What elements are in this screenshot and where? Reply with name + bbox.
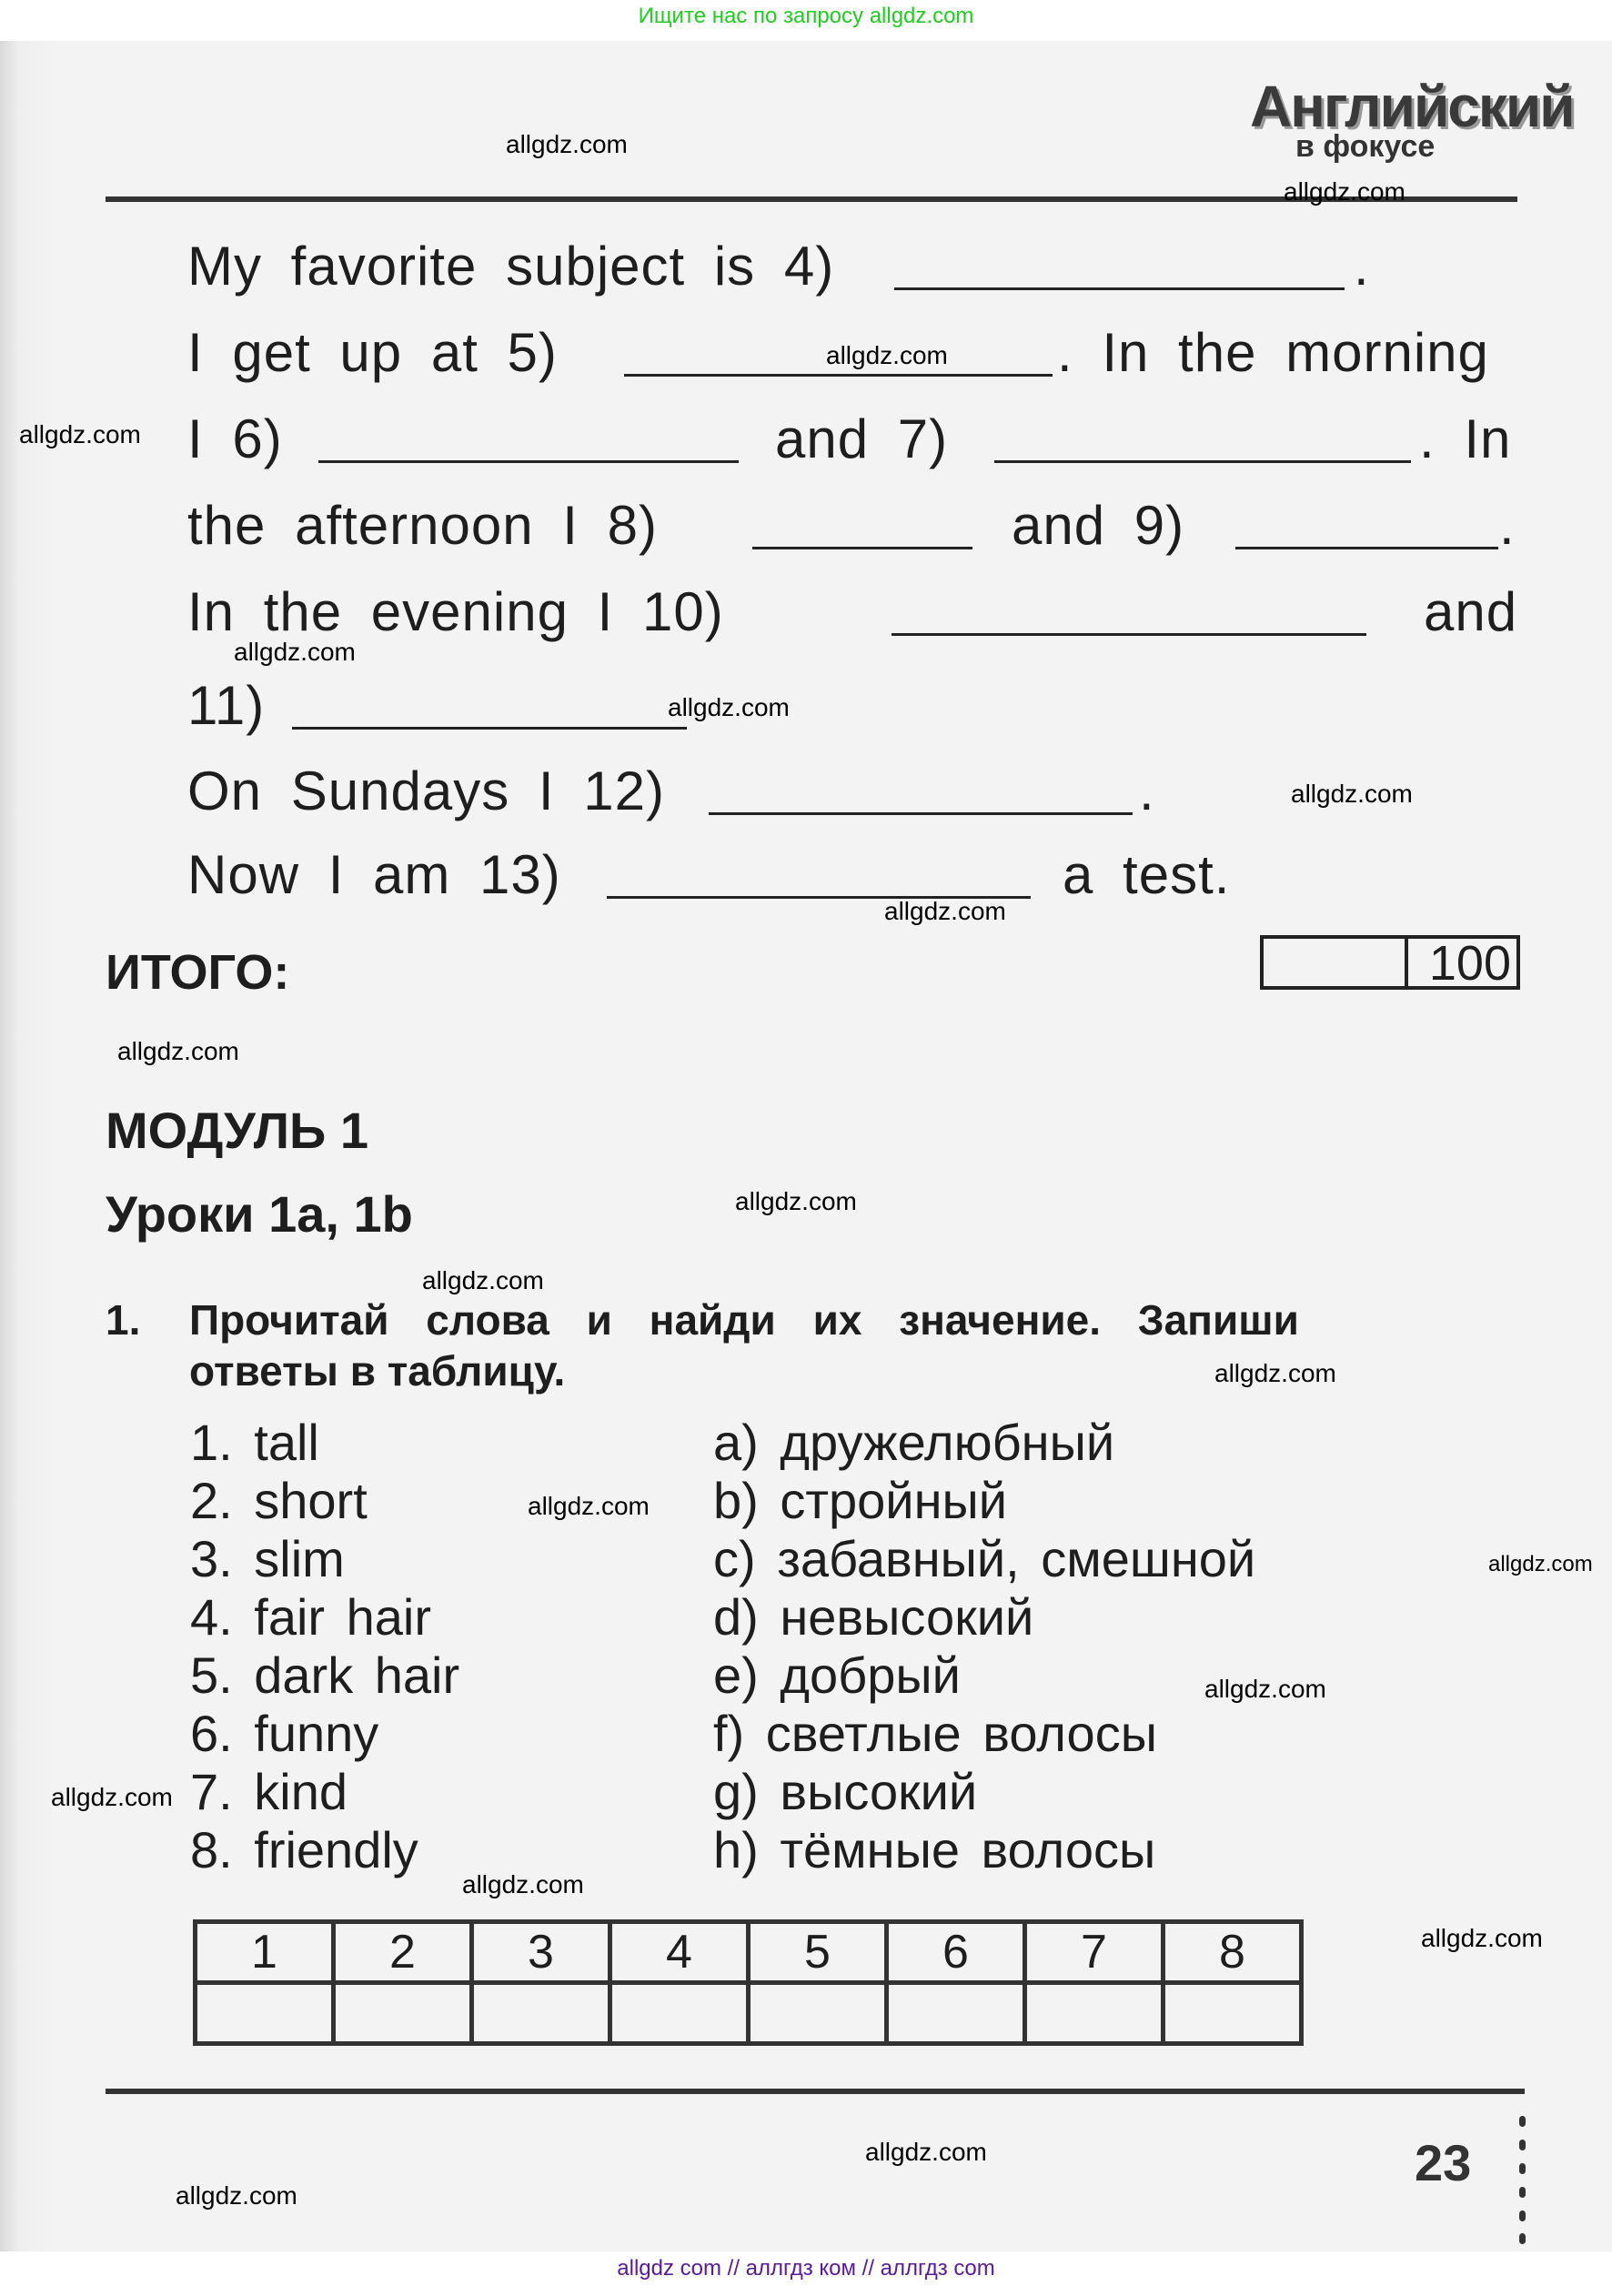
dot-decoration: [1519, 2187, 1526, 2198]
blank-4[interactable]: [894, 287, 1345, 290]
logo: [1250, 73, 1574, 165]
meaning-item: h) тёмные волосы: [713, 1821, 1156, 1878]
watermark: allgdz.com: [735, 1187, 857, 1215]
dot-decoration: [1519, 2140, 1526, 2150]
line-3-end: . In: [1419, 408, 1512, 469]
score-box: [1260, 935, 1520, 990]
task-instruction-1: Прочитай слова и найди их значение. Запиши: [189, 1296, 1299, 1344]
blank-9[interactable]: [1235, 547, 1498, 549]
word-item: 5. dark hair: [190, 1646, 460, 1704]
watermark: allgdz.com: [176, 2181, 297, 2210]
word-item: 3. slim: [190, 1530, 345, 1587]
watermark: allgdz.com: [1291, 780, 1413, 808]
blank-7[interactable]: [994, 460, 1411, 463]
score-value: 100: [1428, 936, 1511, 991]
word-item: 2. short: [190, 1472, 368, 1529]
watermark: allgdz.com: [51, 1783, 173, 1811]
meaning-item: f) светлые волосы: [713, 1705, 1157, 1762]
blank-10[interactable]: [892, 633, 1366, 636]
line-3-text: I 6): [187, 408, 283, 469]
word-item: 4. fair hair: [190, 1588, 431, 1646]
line-8-end: a test.: [1063, 844, 1231, 905]
table-header: 7: [1025, 1922, 1164, 1983]
lessons-heading: Уроки 1a, 1b: [106, 1185, 413, 1243]
watermark: allgdz.com: [1488, 1552, 1593, 1576]
task-instruction-2: ответы в таблицу.: [189, 1347, 566, 1395]
meaning-item: d) невысокий: [713, 1588, 1034, 1646]
watermark: allgdz.com: [668, 693, 790, 721]
search-banner[interactable]: Ищите нас по запросу allgdz.com: [638, 4, 974, 28]
blank-6[interactable]: [318, 460, 739, 463]
line-4-mid: and 9): [1012, 495, 1185, 556]
meaning-item: e) добрый: [713, 1646, 961, 1704]
line-2-text: I get up at 5): [187, 322, 558, 383]
watermark: allgdz.com: [1284, 177, 1405, 206]
dot-decoration: [1519, 2116, 1526, 2127]
line-6-text: 11): [187, 675, 266, 736]
logo-subtitle: в фокусе: [1295, 129, 1436, 164]
answer-cell[interactable]: [196, 1983, 334, 2044]
bottom-rule: [106, 2089, 1525, 2094]
line-2-end: . In the morning: [1057, 322, 1489, 383]
watermark: allgdz.com: [462, 1870, 584, 1898]
line-5-text: In the evening I 10): [187, 581, 724, 642]
total-label: ИТОГО:: [106, 945, 290, 1000]
dot-decoration: [1519, 2233, 1526, 2244]
answer-cell[interactable]: [1164, 1983, 1302, 2044]
line-7-end: .: [1139, 760, 1155, 821]
page-number: 23: [1415, 2134, 1472, 2191]
task-number: 1.: [106, 1296, 141, 1344]
word-list: [190, 1414, 459, 1879]
word-item: 6. funny: [190, 1705, 379, 1762]
watermark: allgdz.com: [506, 130, 628, 158]
table-header: 8: [1164, 1922, 1302, 1983]
table-header: 5: [749, 1922, 887, 1983]
table-header: 4: [610, 1922, 749, 1983]
watermark: allgdz.com: [528, 1492, 650, 1520]
blank-11[interactable]: [292, 727, 687, 730]
logo-title: Английский: [1250, 74, 1574, 139]
watermark: allgdz.com: [19, 420, 141, 448]
line-4-text: the afternoon I 8): [187, 495, 658, 556]
footer-links[interactable]: allgdz com // аллгдз ком // аллгдз com: [617, 2256, 995, 2281]
line-4-end: .: [1499, 495, 1516, 556]
meaning-list: [713, 1414, 1255, 1879]
watermark: allgdz.com: [1214, 1359, 1336, 1387]
answer-cell[interactable]: [1025, 1983, 1164, 2044]
watermark: allgdz.com: [1421, 1924, 1543, 1952]
blank-8[interactable]: [752, 547, 972, 549]
line-8-text: Now I am 13): [187, 844, 561, 905]
table-header: 6: [887, 1922, 1025, 1983]
watermark: allgdz.com: [117, 1037, 239, 1065]
table-header: 3: [472, 1922, 610, 1983]
answer-cell[interactable]: [334, 1983, 472, 2044]
answer-cell[interactable]: [610, 1983, 749, 2044]
word-item: 7. kind: [190, 1763, 348, 1820]
dot-decoration: [1519, 2163, 1526, 2174]
watermark: allgdz.com: [826, 341, 948, 369]
meaning-item: g) высокий: [713, 1763, 978, 1820]
word-item: 1. tall: [190, 1414, 319, 1471]
watermark: allgdz.com: [234, 638, 356, 666]
table-header: 1: [196, 1922, 334, 1983]
answer-cell[interactable]: [749, 1983, 887, 2044]
blank-12[interactable]: [709, 812, 1133, 815]
watermark: allgdz.com: [422, 1266, 544, 1294]
line-7-text: On Sundays I 12): [187, 760, 665, 821]
answer-cell[interactable]: [887, 1983, 1025, 2044]
meaning-item: b) стройный: [713, 1472, 1008, 1529]
meaning-item: c) забавный, смешной: [713, 1530, 1256, 1587]
meaning-item: a) дружелюбный: [713, 1414, 1115, 1471]
watermark: allgdz.com: [884, 897, 1006, 925]
answer-table: [193, 1919, 1304, 2046]
answer-cell[interactable]: [472, 1983, 610, 2044]
word-item: 8. friendly: [190, 1821, 418, 1878]
module-heading: МОДУЛЬ 1: [106, 1102, 368, 1159]
watermark: allgdz.com: [1204, 1675, 1326, 1703]
line-3-mid: and 7): [775, 408, 949, 469]
table-header: 2: [334, 1922, 472, 1983]
blank-5[interactable]: [624, 374, 1053, 377]
line-1-text: My favorite subject is 4): [187, 236, 835, 297]
dot-decoration: [1519, 2210, 1526, 2221]
line-5-end: and: [1424, 581, 1518, 642]
watermark: allgdz.com: [865, 2138, 987, 2166]
line-1-end: .: [1354, 236, 1370, 297]
